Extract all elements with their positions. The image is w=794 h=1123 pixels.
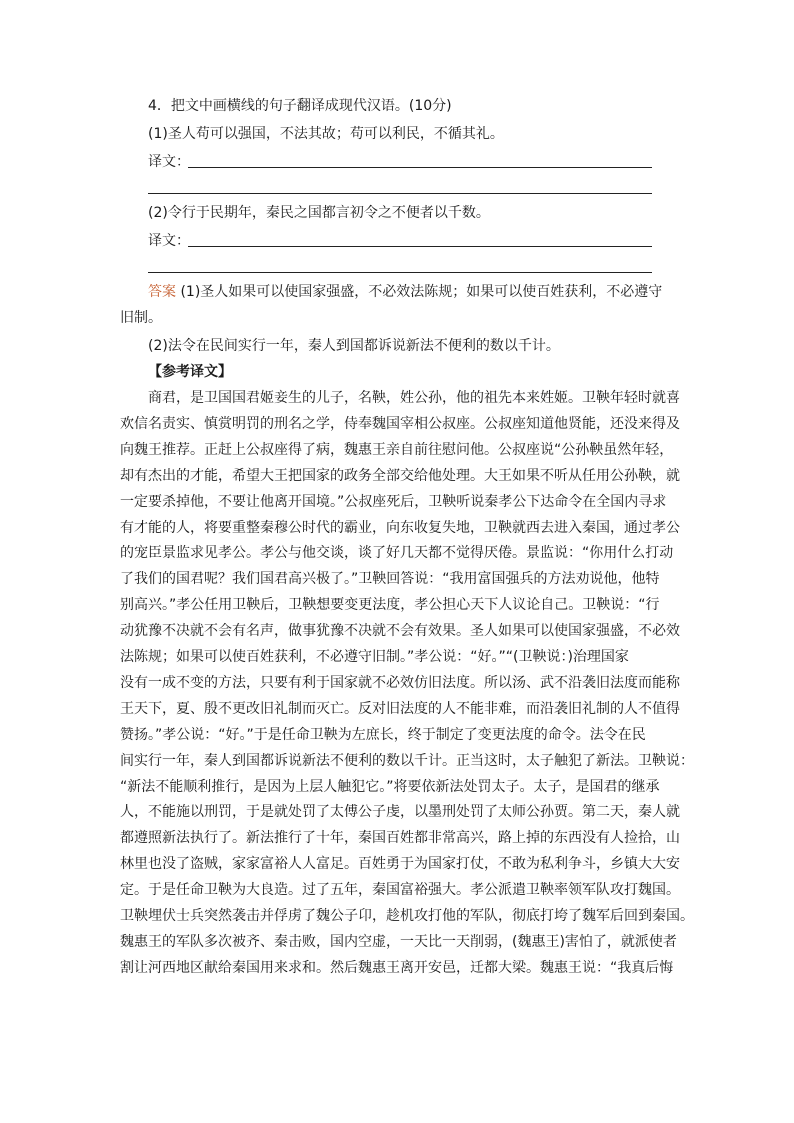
answer-line-2: 旧制。 <box>120 310 162 326</box>
answer-blank-line[interactable] <box>188 246 652 247</box>
reference-line: 割让河西地区献给秦国用来求和。然后魏惠王离开安邑，迁都大梁。魏惠王说：“我真后悔 <box>120 959 674 976</box>
answer-line-1 <box>148 282 662 302</box>
question-title: 4．把文中画横线的句子翻译成现代汉语。(10分) <box>148 98 452 114</box>
reference-line: 商君，是卫国国君姬妾生的儿子，名鞅，姓公孙，他的祖先本来姓姬。卫鞅年轻时就喜 <box>148 390 680 406</box>
reference-line: 王天下，夏、殷不更改旧礼制而灭亡。反对旧法度的人不能非难，而沿袭旧礼制的人不值得 <box>120 700 680 717</box>
reference-line: 间实行一年，秦人到国都诉说新法不便利的数以千计。正当这时，太子触犯了新法。卫鞅说： <box>120 752 694 769</box>
reference-line: 人，不能施以刑罚，于是就处罚了太傅公子虔，以墨刑处罚了太师公孙贾。第二天，秦人就 <box>120 804 680 821</box>
question-1: (1)圣人苟可以强国，不法其故；苟可以利民，不循其礼。 <box>148 126 504 142</box>
reference-line: 定。于是任命卫鞅为大良造。过了五年，秦国富裕强大。孝公派遣卫鞅率领军队攻打魏国。 <box>120 882 680 899</box>
reference-line: 一定要杀掉他，不要让他离开国境。”公叔座死后，卫鞅听说秦孝公下达命令在全国内寻求 <box>120 493 667 510</box>
reference-line: 欢信名责实、慎赏明罚的刑名之学，侍奉魏国宰相公叔座。公叔座知道他贤能，还没来得及 <box>120 415 680 432</box>
translate-label-2: 译文： <box>148 233 190 249</box>
reference-line: 没有一成不变的方法，只要有利于国家就不必效仿旧法度。所以汤、武不沿袭旧法度而能称 <box>120 674 680 691</box>
question-2: (2)令行于民期年，秦民之国都言初令之不便者以千数。 <box>148 205 490 221</box>
reference-line: 别高兴。”孝公任用卫鞅后，卫鞅想要变更法度，孝公担心天下人议论自己。卫鞅说：“行 <box>120 597 660 614</box>
translate-label-1: 译文： <box>148 154 190 170</box>
reference-line: 魏惠王的军队多次被齐、秦击败，国内空虚，一天比一天削弱，(魏惠王)害怕了，就派使者 <box>120 933 677 950</box>
answer-blank-line[interactable] <box>148 272 652 273</box>
reference-line: 林里也没了盗贼，家家富裕人人富足。百姓勇于为国家打仗，不敢为私利争斗，乡镇大大安 <box>120 856 680 873</box>
reference-heading: 【参考译文】 <box>148 364 232 380</box>
answer-label: 答案 <box>148 284 176 300</box>
reference-line: 赞扬。”孝公说：“好。”于是任命卫鞅为左庶长，终于制定了变更法度的命令。法令在民 <box>120 726 646 743</box>
reference-line: 向魏王推荐。正赶上公叔座得了病，魏惠王亲自前往慰问他。公叔座说“公孙鞅虽然年轻， <box>120 441 674 458</box>
reference-line: 的宠臣景监求见孝公。孝公与他交谈，谈了好几天都不觉得厌倦。景监说：“你用什么打动 <box>120 545 674 562</box>
answer-blank-line[interactable] <box>148 193 652 194</box>
reference-line: 都遵照新法执行了。新法推行了十年，秦国百姓都非常高兴，路上掉的东西没有人捡拾，山 <box>120 830 680 847</box>
reference-line: 却有杰出的才能，希望大王把国家的政务全部交给他处理。大王如果不听从任用公孙鞅，就 <box>120 467 680 484</box>
answer-text-1: (1)圣人如果可以使国家强盛，不必效法陈规；如果可以使百姓获利，不必遵守 <box>180 284 663 300</box>
reference-line: 有才能的人，将要重整秦穆公时代的霸业，向东收复失地，卫鞅就西去进入秦国，通过孝公 <box>120 519 680 536</box>
reference-line: “新法不能顺利推行，是因为上层人触犯它。”将要依新法处罚太子。太子，是国君的继承 <box>120 778 660 795</box>
answer-blank-line[interactable] <box>188 167 652 168</box>
reference-line: 了我们的国君呢？我们国君高兴极了。”卫鞅回答说：“我用富国强兵的方法劝说他，他特 <box>120 571 660 588</box>
answer-line-3: (2)法令在民间实行一年，秦人到国都诉说新法不便利的数以千计。 <box>148 338 560 354</box>
reference-line: 动犹豫不决就不会有名声，做事犹豫不决就不会有效果。圣人如果可以使国家强盛，不必效 <box>120 623 680 640</box>
reference-line: 法陈规；如果可以使百姓获利，不必遵守旧制。”孝公说：“好。”“(卫鞅说：)治理国家 <box>120 649 629 665</box>
reference-line: 卫鞅埋伏士兵突然袭击并俘虏了魏公子卬，趁机攻打他的军队，彻底打垮了魏军后回到秦国。 <box>120 908 694 924</box>
